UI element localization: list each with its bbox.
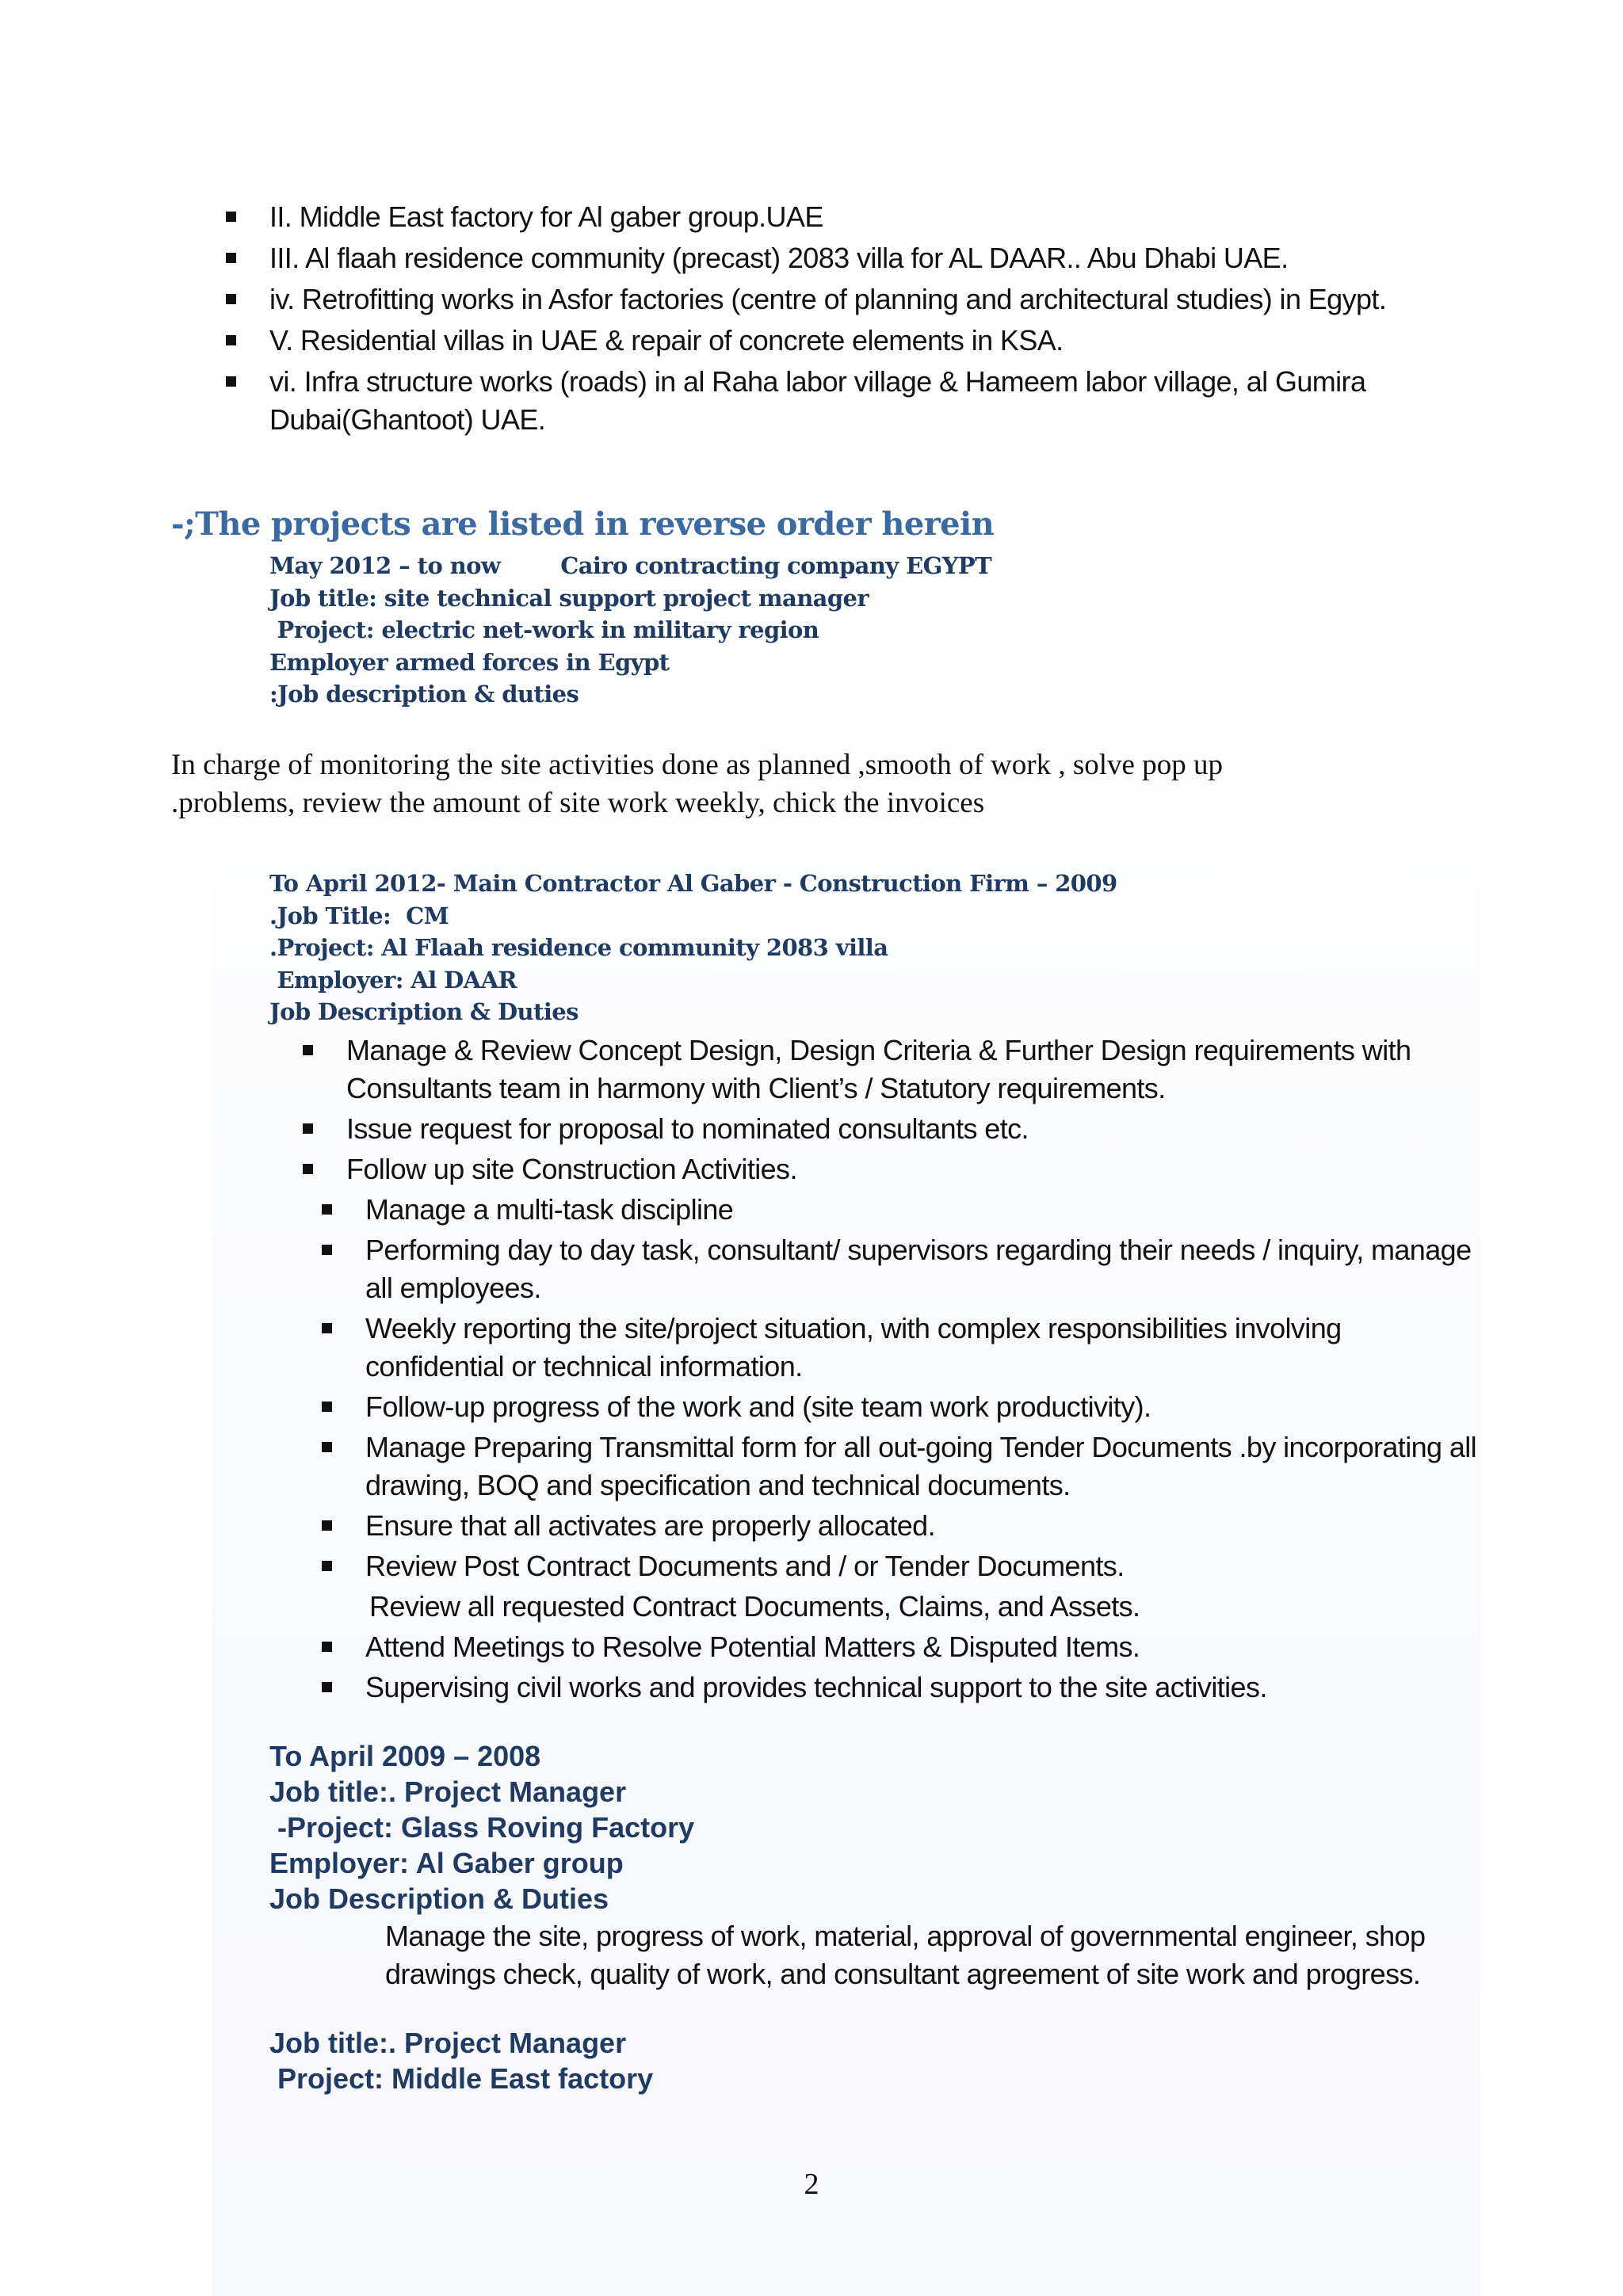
bullet-icon (322, 1402, 332, 1412)
bullet-icon (226, 335, 236, 345)
job4-project: Project: Middle East factory (269, 2062, 654, 2095)
list-item: Supervising civil works and provides technical support to the site activities. (365, 1669, 1487, 1707)
list-item: Weekly reporting the site/project situation, with complex responsibilities involving confidential or technical information. (365, 1310, 1483, 1386)
bullet-icon (322, 1323, 332, 1333)
job1-dates-employer: May 2012 – to now Cairo contracting company EGYPT (269, 552, 992, 579)
bullet-icon (226, 212, 236, 222)
section-title: -;The projects are listed in reverse order herein (171, 505, 995, 543)
bullet-icon (322, 1682, 332, 1692)
job2-description-heading: Job Description & Duties (269, 998, 579, 1025)
list-item: vi. Infra structure works (roads) in al Raha labor village & Hameem labor village, al Gumira Dubai(Ghantoot) UAE. (269, 363, 1371, 439)
projects-summary-list (269, 198, 1506, 442)
list-item: III. Al flaah residence community (precast) 2083 villa for AL DAAR.. Abu Dhabi UAE. (269, 239, 1506, 277)
list-item: Follow-up progress of the work and (site team work productivity). (365, 1388, 1487, 1426)
list-item: Manage & Review Concept Design, Design Criteria & Further Design requirements with Consultants team in harmony with Client’s / Statutory requirements. (346, 1032, 1424, 1108)
paragraph-line: In charge of monitoring the site activities done as planned ,smooth of work , solve pop up (171, 749, 1223, 781)
job3-employer: Employer: Al Gaber group (269, 1847, 624, 1879)
job4-title: Job title:. Project Manager (269, 2027, 627, 2059)
list-item: Manage Preparing Transmittal form for all out-going Tender Documents .by incorporating all drawing, BOQ and specification and technical documents. (365, 1428, 1483, 1505)
bullet-icon (303, 1123, 313, 1134)
list-item: Ensure that all activates are properly allocated. (365, 1507, 1487, 1545)
list-item: II. Middle East factory for Al gaber group.UAE (269, 198, 1506, 236)
bullet-icon (322, 1561, 332, 1571)
job3-header (269, 1738, 694, 1917)
job4-header (269, 2025, 653, 2096)
list-item: V. Residential villas in UAE & repair of concrete elements in KSA. (269, 322, 1506, 360)
list-item: Follow up site Construction Activities. (346, 1150, 1487, 1188)
bullet-icon (322, 1520, 332, 1531)
bullet-icon (303, 1045, 313, 1055)
list-item: Review all requested Contract Documents, Claims, and Assets. (369, 1590, 1140, 1623)
job1-description-paragraph (171, 746, 1407, 822)
list-item: Manage a multi-task discipline (365, 1191, 1487, 1229)
job2-project: .Project: Al Flaah residence community 2083 villa (269, 934, 888, 961)
job1-header (269, 550, 991, 711)
job2-title: .Job Title: CM (269, 902, 449, 929)
bullet-icon (303, 1164, 313, 1174)
job2-employer: Employer: Al DAAR (269, 966, 517, 994)
job3-dates: To April 2009 – 2008 (269, 1740, 541, 1772)
job3-description-heading: Job Description & Duties (269, 1882, 609, 1915)
job2-duties-list (346, 1032, 1487, 1709)
list-item: Performing day to day task, consultant/ supervisors regarding their needs / inquiry, manage all employees. (365, 1231, 1475, 1307)
job1-title: Job title: site technical support project manager (269, 584, 869, 612)
bullet-icon (322, 1245, 332, 1255)
job3-description: Manage the site, progress of work, material, approval of governmental engineer, shop drawings check, quality of work, and consultant agreement of site work and progress. (385, 1920, 1426, 1990)
list-item: iv. Retrofitting works in Asfor factories (centre of planning and architectural studies) in Egypt. (269, 280, 1506, 318)
bullet-icon (226, 294, 236, 304)
job3-project: -Project: Glass Roving Factory (269, 1811, 695, 1844)
bullet-icon (226, 376, 236, 387)
bullet-icon (322, 1642, 332, 1652)
list-item: Review Post Contract Documents and / or Tender Documents. (365, 1547, 1487, 1585)
paragraph-line: .problems, review the amount of site work weekly, chick the invoices (171, 787, 985, 819)
job3-title: Job title:. Project Manager (269, 1775, 627, 1808)
job1-description-heading: :Job description & duties (269, 681, 579, 707)
bullet-icon (322, 1204, 332, 1215)
bullet-icon (322, 1442, 332, 1452)
page-number: 2 (804, 2168, 819, 2201)
job1-employer: Employer armed forces in Egypt (269, 648, 670, 676)
job2-dates-employer: To April 2012- Main Contractor Al Gaber - Construction Firm – 2009 (269, 870, 1117, 897)
job2-header (269, 868, 1117, 1028)
list-item: Issue request for proposal to nominated consultants etc. (346, 1110, 1487, 1148)
bullet-icon (226, 253, 236, 263)
job1-project: Project: electric net-work in military region (269, 616, 819, 643)
list-item: Attend Meetings to Resolve Potential Matters & Disputed Items. (365, 1628, 1487, 1666)
